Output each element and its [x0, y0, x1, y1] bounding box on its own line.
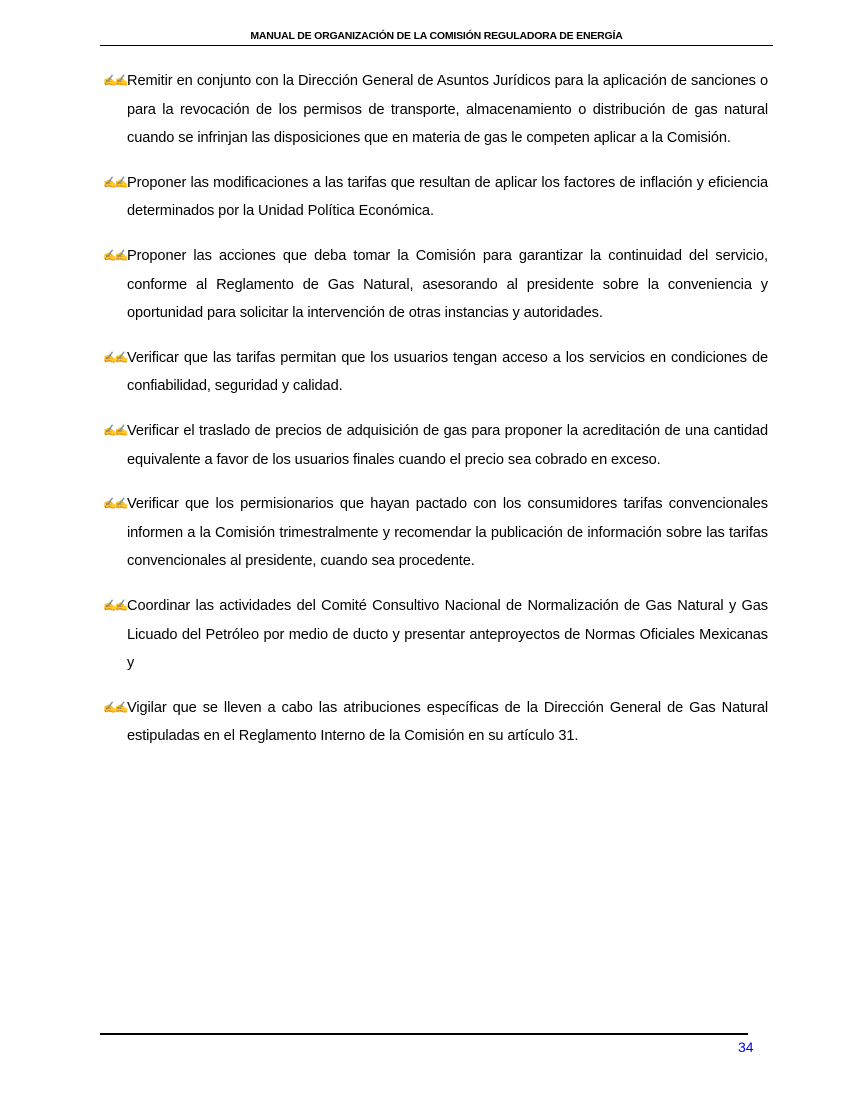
header-divider: [100, 45, 773, 46]
bullet-list: [103, 67, 768, 767]
list-item: [103, 490, 768, 576]
writing-hand-icon: ✍✍: [103, 176, 127, 189]
list-item: [103, 67, 768, 153]
list-item-text: Remitir en conjunto con la Dirección General de Asuntos Jurídicos para la aplicación de sanciones o para la revocación de los permisos de transporte, almacenamiento o distribución de gas natural cuando se infrinjan las disposiciones que en materia de gas le competen aplicar a la Comisión.: [127, 73, 768, 147]
footer-divider: [100, 1033, 748, 1035]
list-item-text: Vigilar que se lleven a cabo las atribuciones específicas de la Dirección General de Gas Natural estipuladas en el Reglamento Interno de la Comisión en su artículo 31.: [127, 699, 768, 745]
writing-hand-icon: ✍✍: [103, 249, 127, 262]
list-item-text: Verificar el traslado de precios de adquisición de gas para proponer la acreditación de una cantidad equivalente a favor de los usuarios finales cuando el precio sea cobrado en exceso.: [127, 422, 768, 468]
page-number: 34: [738, 1039, 754, 1055]
list-item: [103, 592, 768, 678]
writing-hand-icon: ✍✍: [103, 498, 127, 511]
list-item-text: Verificar que las tarifas permitan que los usuarios tengan acceso a los servicios en condiciones de confiabilidad, seguridad y calidad.: [127, 349, 768, 395]
list-item: [103, 242, 768, 328]
writing-hand-icon: ✍✍: [103, 351, 127, 364]
writing-hand-icon: ✍✍: [103, 424, 127, 437]
list-item: [103, 417, 768, 474]
writing-hand-icon: ✍✍: [103, 701, 127, 714]
list-item: [103, 344, 768, 401]
page-header-title: MANUAL DE ORGANIZACIÓN DE LA COMISIÓN REGULADORA DE ENERGÍA: [250, 30, 623, 42]
list-item-text: Proponer las modificaciones a las tarifas que resultan de aplicar los factores de inflación y eficiencia determinados por la Unidad Política Económica.: [127, 174, 768, 220]
writing-hand-icon: ✍✍: [103, 599, 127, 612]
writing-hand-icon: ✍✍: [103, 75, 127, 87]
list-item-text: Verificar que los permisionarios que hayan pactado con los consumidores tarifas convencionales informen a la Comisión trimestralmente y recomendar la publicación de información sobre las tarifas convencionales al presidente, cuando sea procedente.: [127, 496, 768, 570]
list-item-text: Coordinar las actividades del Comité Consultivo Nacional de Normalización de Gas Natural y Gas Licuado del Petróleo por medio de ducto y presentar anteproyectos de Normas Oficiales Mexicanas y: [127, 597, 768, 672]
list-item-text: Proponer las acciones que deba tomar la Comisión para garantizar la continuidad del servicio, conforme al Reglamento de Gas Natural, asesorando al presidente sobre la conveniencia y oportunidad para solicitar la intervención de otras instancias y autoridades.: [127, 247, 768, 322]
list-item: [103, 694, 768, 751]
list-item: [103, 169, 768, 226]
